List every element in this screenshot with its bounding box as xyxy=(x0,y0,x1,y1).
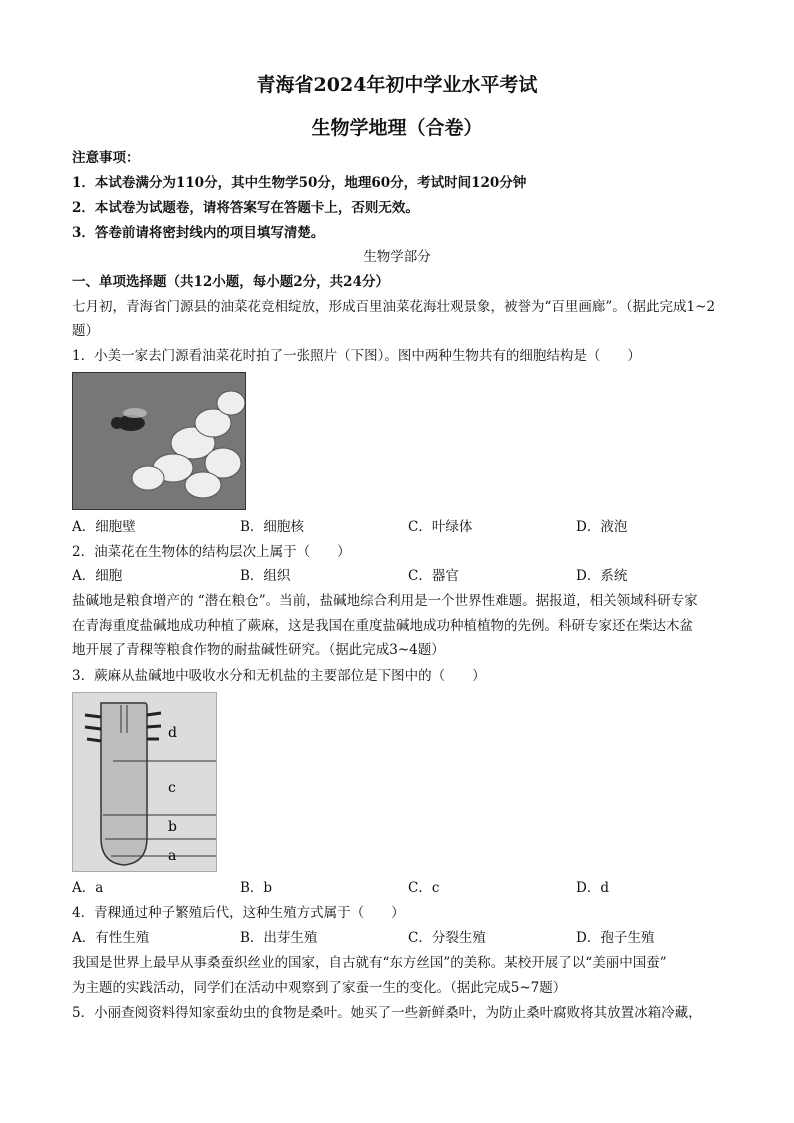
page-title: 青海省2024年初中学业水平考试 xyxy=(256,74,538,96)
intro-1-line-2: 题） xyxy=(72,323,99,339)
intro-2-line-2: 在青海重度盐碱地成功种植了蕨麻，这是我国在重度盐碱地成功种植植物的先例。科研专家还在柴达木盆 xyxy=(72,618,693,634)
q1-option-b: B．细胞核 xyxy=(240,519,304,535)
q4-option-c: C．分裂生殖 xyxy=(408,930,486,946)
q4-option-a: A．有性生殖 xyxy=(72,930,150,946)
q2-option-c: C．器官 xyxy=(408,568,459,584)
q4-option-b: B．出芽生殖 xyxy=(240,930,318,946)
section-heading: 生物学部分 xyxy=(363,249,431,265)
notice-1: 1．本试卷满分为110分，其中生物学50分，地理60分，考试时间120分钟 xyxy=(72,175,527,191)
q1-option-d: D．液泡 xyxy=(576,519,628,535)
intro-3-line-2: 为主题的实践活动，同学们在活动中观察到了家蚕一生的变化。（据此完成5~7题） xyxy=(72,980,567,996)
q1-option-c: C．叶绿体 xyxy=(408,519,473,535)
page-subtitle: 生物学地理（合卷） xyxy=(311,117,483,139)
q1-stem: 1．小美一家去门源看油菜花时拍了一张照片（下图）。图中两种生物共有的细胞结构是（ ） xyxy=(72,348,641,364)
q1-option-a: A．细胞壁 xyxy=(72,519,136,535)
notice-3: 3．答卷前请将密封线内的项目填写清楚。 xyxy=(72,225,325,241)
label-b: b xyxy=(168,819,177,835)
q3-option-b: B．b xyxy=(240,880,273,896)
q4-option-d: D．孢子生殖 xyxy=(576,930,655,946)
intro-2-line-1: 盐碱地是粮食增产的 “潜在粮仓”。当前，盐碱地综合利用是一个世界性难题。据报道，相关领域科研专家 xyxy=(72,593,698,609)
q2-option-a: A．细胞 xyxy=(72,568,123,584)
q3-option-a: A．a xyxy=(72,880,104,896)
q4-stem: 4．青稞通过种子繁殖后代，这种生殖方式属于（ ） xyxy=(72,905,405,921)
q2-option-d: D．系统 xyxy=(576,568,628,584)
intro-3-line-1: 我国是世界上最早从事桑蚕织丝业的国家，自古就有“东方丝国”的美称。某校开展了以“美丽中国蚕” xyxy=(72,955,667,971)
label-a: a xyxy=(168,848,177,864)
notice-heading: 注意事项： xyxy=(72,150,140,166)
q3-option-d: D．d xyxy=(576,880,609,896)
q2-option-b: B．组织 xyxy=(240,568,291,584)
label-c: c xyxy=(168,780,176,796)
q3-option-c: C．c xyxy=(408,880,440,896)
notice-2: 2．本试卷为试题卷，请将答案写在答题卡上，否则无效。 xyxy=(72,200,419,216)
part-heading: 一、单项选择题（共12小题，每小题2分，共24分） xyxy=(72,274,389,290)
q3-stem: 3．蕨麻从盐碱地中吸收水分和无机盐的主要部位是下图中的（ ） xyxy=(72,668,486,684)
label-d: d xyxy=(168,725,177,741)
bee-flower-photo xyxy=(72,372,246,510)
intro-1-line-1: 七月初，青海省门源县的油菜花竞相绽放，形成百里油菜花海壮观景象，被誉为“百里画廊”。（据此完成1~2 xyxy=(72,299,716,315)
intro-2-line-3: 地开展了青稞等粮食作物的耐盐碱性研究。（据此完成3~4题） xyxy=(72,642,445,658)
q2-stem: 2．油菜花在生物体的结构层次上属于（ ） xyxy=(72,544,351,560)
q5-stem: 5．小丽查阅资料得知家蚕幼虫的食物是桑叶。她买了一些新鲜桑叶，为防止桑叶腐败将其放置冰箱冷藏， xyxy=(72,1005,702,1021)
root-tip-diagram xyxy=(72,692,217,872)
